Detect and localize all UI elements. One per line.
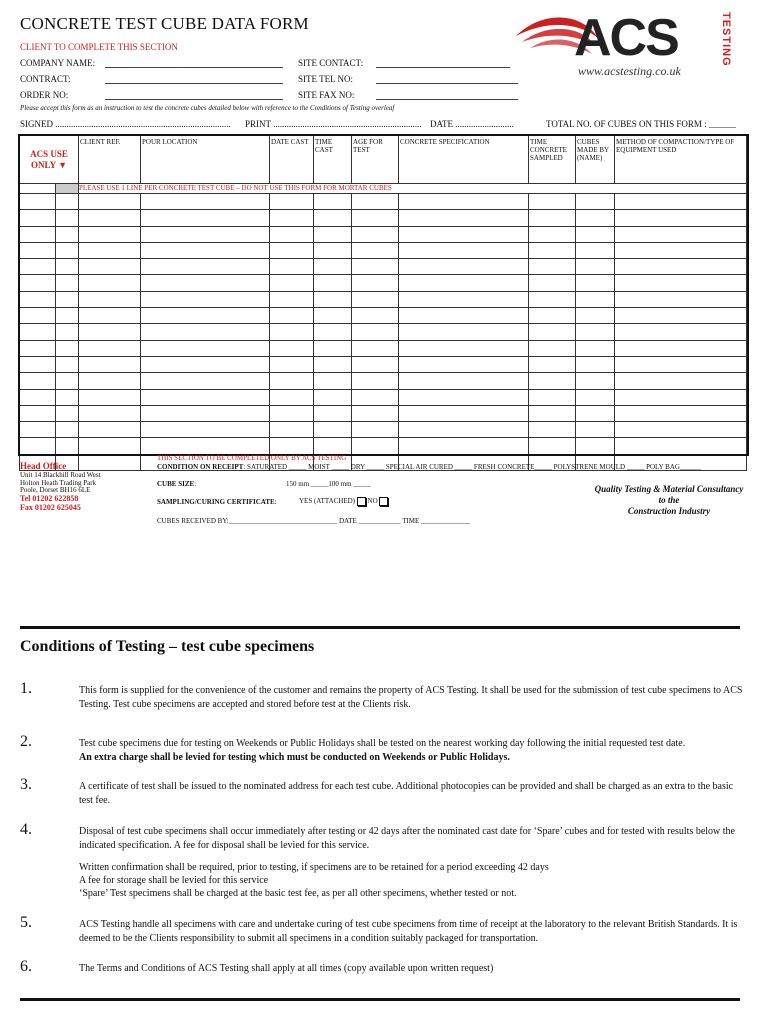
address-line: Unit 14 Blackhill Road West [20,470,101,479]
site-contact-field[interactable] [376,58,510,68]
table-row [20,210,747,226]
table-cell[interactable] [141,422,270,438]
address-line: Poole, Dorset BH16 6LE [20,486,91,495]
table-cell[interactable] [399,242,529,258]
tagline-line: to the [658,494,680,505]
table-cell[interactable] [314,194,352,210]
table-cell [20,275,56,291]
table-cell[interactable] [141,194,270,210]
table-cell[interactable] [270,194,314,210]
table-cell[interactable] [576,438,615,454]
condition-text: The Terms and Conditions of ACS Testing shall apply at all times (copy available upon written request) [79,963,494,974]
table-cell[interactable] [314,405,352,421]
sampling-no-label: NO [367,497,378,506]
table-cell[interactable] [79,210,141,226]
instruction-text: Please accept this form as an instruction to test the concrete cubes detailed below with reference to the Conditions of Testing overleaf [20,104,395,112]
table-cell[interactable] [79,226,141,242]
table-cell[interactable] [529,373,576,389]
logo-url[interactable]: www.acstesting.co.uk [578,64,681,78]
table-row [20,438,747,454]
cube-size-options[interactable]: 150 mm _____100 mm _____ [286,480,371,488]
site-fax-field[interactable] [376,90,518,100]
table-note-row [20,184,747,194]
table-row [20,226,747,242]
table-cell[interactable] [352,308,399,324]
table-cell [56,275,79,291]
table-cell[interactable] [615,291,747,307]
table-cell[interactable] [352,438,399,454]
condition-text: Disposal of test cube specimens shall occur immediately after testing or 42 days after the nominated cast date for ‘Spare’ cubes and for tested with results below the indicated specification. A fee for disposal shall be levied for this service. [79,826,735,851]
table-cell[interactable] [399,210,529,226]
table-cell[interactable] [529,226,576,242]
table-cell[interactable] [615,210,747,226]
date-field[interactable]: DATE .......................... [430,119,514,129]
table-cell[interactable] [314,356,352,372]
table-cell [56,308,79,324]
condition-text: ACS Testing handle all specimens with care and undertake curing of test cube specimens from time of receipt at the laboratory to the relevant British Standards. It is deemed to be the Clients responsibility to submit all specimens in a condition suitably packaged for transportation. [79,919,738,944]
table-cell[interactable] [399,226,529,242]
company-name-field[interactable] [105,58,283,68]
sampling-yes-checkbox[interactable] [357,497,366,506]
condition-number: 5. [20,914,32,931]
col-header: CUBES MADE BY (NAME) [576,136,615,184]
table-cell[interactable] [314,389,352,405]
table-cell[interactable] [529,242,576,258]
table-cell[interactable] [141,373,270,389]
table-cell[interactable] [79,422,141,438]
table-row [20,340,747,356]
table-cell [20,405,56,421]
table-cell[interactable] [141,291,270,307]
contract-field[interactable] [105,74,283,84]
table-cell [56,226,79,242]
table-cell[interactable] [314,422,352,438]
table-cell[interactable] [529,438,576,454]
condition-label: CONDITION ON RECEIPT [157,463,244,471]
table-cell[interactable] [529,291,576,307]
table-row [20,422,747,438]
company-name-label: COMPANY NAME: [20,58,96,68]
table-cell[interactable] [399,422,529,438]
table-cell[interactable] [352,373,399,389]
table-cell[interactable] [615,422,747,438]
table-cell[interactable] [576,242,615,258]
table-cell[interactable] [141,308,270,324]
table-cell[interactable] [141,226,270,242]
table-row [20,291,747,307]
condition-text: A certificate of test shall be issued to the nominated address for each test cube. Additional photocopies can be provided and shall be charged as an extra to the basic test fee. [79,781,734,806]
site-tel-field[interactable] [376,74,518,84]
table-cell[interactable] [529,308,576,324]
table-cell [20,356,56,372]
table-cell[interactable] [399,356,529,372]
table-cell[interactable] [270,356,314,372]
table-cell[interactable] [399,373,529,389]
table-cell[interactable] [270,242,314,258]
table-cell [20,308,56,324]
table-cell[interactable] [529,340,576,356]
table-cell[interactable] [615,242,747,258]
table-cell[interactable] [314,291,352,307]
tagline-line: Quality Testing & Material Consultancy [594,484,744,494]
table-cell [20,210,56,226]
tagline-line: Construction Industry [627,505,711,516]
table-cell[interactable] [399,340,529,356]
table-cell[interactable] [529,422,576,438]
col-header: TIME CAST [314,136,352,184]
cube-data-table [19,135,747,471]
condition-number: 4. [20,821,32,838]
table-cell[interactable] [615,275,747,291]
form-title: CONCRETE TEST CUBE DATA FORM [20,14,309,33]
table-row [20,389,747,405]
table-cell[interactable] [79,324,141,340]
table-row [20,275,747,291]
table-cell[interactable] [314,324,352,340]
condition-extra: Written confirmation shall be required, prior to testing, if specimens are to be retained for a period exceeding 42 days [79,862,549,873]
table-cell[interactable] [576,324,615,340]
table-row [20,356,747,372]
site-tel-label: SITE TEL NO: [298,74,353,84]
col-header: TIME CONCRETE SAMPLED [529,136,576,184]
table-cell[interactable] [79,340,141,356]
address-line: Holton Heath Trading Park [20,478,97,487]
table-cell[interactable] [270,324,314,340]
site-contact-label: SITE CONTACT: [298,58,364,68]
condition-number: 1. [20,680,32,697]
table-cell[interactable] [270,422,314,438]
table-cell [20,373,56,389]
table-cell[interactable] [615,389,747,405]
col-header: POUR LOCATION [141,136,270,184]
site-fax-label: SITE FAX NO: [298,90,355,100]
col-header: CONCRETE SPECIFICATION [399,136,529,184]
table-cell[interactable] [270,373,314,389]
table-cell [20,438,56,454]
table-cell[interactable] [576,210,615,226]
table-cell[interactable] [79,308,141,324]
table-cell[interactable] [352,259,399,275]
total-cubes-field[interactable]: TOTAL NO. OF CUBES ON THIS FORM : ______ [546,119,736,129]
condition-extra: ‘Spare’ Test specimens shall be charged at the basic test fee, as per all other specimens, whether tested or not. [79,888,517,899]
table-cell[interactable] [79,259,141,275]
acs-section-label: THIS SECTION TO BE COMPLETED ONLY BY ACS TESTING [157,454,347,462]
table-cell[interactable] [615,194,747,210]
table-cell[interactable] [141,340,270,356]
table-cell[interactable] [399,259,529,275]
table-cell[interactable] [529,210,576,226]
table-cell[interactable] [270,210,314,226]
table-cell[interactable] [352,422,399,438]
table-cell [56,194,79,210]
table-cell[interactable] [314,259,352,275]
table-cell[interactable] [270,389,314,405]
table-cell[interactable] [576,389,615,405]
table-cell[interactable] [576,226,615,242]
table-cell[interactable] [615,259,747,275]
condition-bold-text: An extra charge shall be levied for testing which must be conducted on Weekends or Public Holidays. [79,752,510,763]
sampling-no-checkbox[interactable] [379,497,388,506]
table-cell[interactable] [141,438,270,454]
table-cell[interactable] [576,340,615,356]
table-cell[interactable] [352,405,399,421]
table-cell [56,356,79,372]
signed-field[interactable]: SIGNED .............................................................................. [20,119,231,129]
table-cell [20,194,56,210]
table-cell[interactable] [576,373,615,389]
table-cell [20,259,56,275]
table-row [20,242,747,258]
table-cell[interactable] [352,194,399,210]
table-cell[interactable] [576,405,615,421]
table-row [20,259,747,275]
table-cell [56,389,79,405]
condition-text: This form is supplied for the convenience of the customer and remains the property of ACS Testing. It shall be used for the submission of test cube specimens to ACS Testing. Test cube specimens are accepted and stored before test at the Clients risk. [79,685,743,710]
table-cell[interactable] [270,275,314,291]
cube-size-label: CUBE SIZE [157,480,195,488]
table-cell[interactable] [352,356,399,372]
table-cell[interactable] [399,291,529,307]
table-cell [56,438,79,454]
order-no-label: ORDER NO: [20,90,69,100]
table-cell[interactable] [615,226,747,242]
table-cell[interactable] [576,356,615,372]
table-cell[interactable] [314,438,352,454]
table-cell[interactable] [79,389,141,405]
client-section-label: CLIENT TO COMPLETE THIS SECTION [20,42,178,52]
table-cell[interactable] [141,356,270,372]
table-cell[interactable] [314,275,352,291]
table-cell[interactable] [270,308,314,324]
acs-use-header: ACS USE ONLY ▼ [20,136,79,184]
condition-text: Test cube specimens due for testing on Weekends or Public Holidays shall be tested on the nearest working day following the initial requested test date. [79,738,686,749]
table-cell [20,291,56,307]
table-cell[interactable] [352,291,399,307]
table-cell[interactable] [270,291,314,307]
col-header: CLIENT REF. [79,136,141,184]
table-cell[interactable] [576,422,615,438]
conditions-title: Conditions of Testing – test cube specimens [20,638,315,655]
table-cell [56,324,79,340]
col-header: AGE FOR TEST [352,136,399,184]
table-cell[interactable] [615,356,747,372]
table-cell[interactable] [270,340,314,356]
table-cell[interactable] [141,259,270,275]
cubes-received-field[interactable]: CUBES RECEIVED BY:_______________________________ DATE ____________ TIME ______________ [157,517,471,525]
table-cell[interactable] [576,308,615,324]
table-cell[interactable] [314,340,352,356]
table-cell[interactable] [615,373,747,389]
table-cell [56,210,79,226]
table-cell [20,242,56,258]
table-cell[interactable] [399,194,529,210]
table-header-row [20,136,747,184]
table-row [20,405,747,421]
table-cell[interactable] [529,275,576,291]
condition-number: 3. [20,776,32,793]
table-row [20,308,747,324]
table-cell[interactable] [352,210,399,226]
col-header: DATE CAST [270,136,314,184]
table-cell[interactable] [270,259,314,275]
table-cell[interactable] [352,340,399,356]
table-cell[interactable] [141,405,270,421]
office-fax: Fax 01202 625045 [20,502,81,512]
condition-number: 6. [20,958,32,975]
table-cell [56,340,79,356]
table-cell[interactable] [576,259,615,275]
table-cell [56,422,79,438]
table-cell[interactable] [576,194,615,210]
table-cell[interactable] [314,373,352,389]
table-cell [56,405,79,421]
table-cell[interactable] [615,405,747,421]
table-cell [56,373,79,389]
contract-label: CONTRACT: [20,74,71,84]
table-cell[interactable] [576,275,615,291]
table-cell[interactable] [79,373,141,389]
logo-name: ACS [574,9,678,67]
print-field[interactable]: PRINT .................................................................. [245,119,422,129]
table-cell [20,340,56,356]
table-cell[interactable] [399,405,529,421]
table-cell[interactable] [529,324,576,340]
table-cell[interactable] [615,324,747,340]
table-row [20,373,747,389]
table-cell[interactable] [314,308,352,324]
table-cell[interactable] [352,389,399,405]
office-tel: Tel 01202 622858 [20,493,79,503]
bottom-divider [20,998,740,1001]
table-cell[interactable] [352,275,399,291]
table-note: PLEASE USE 1 LINE PER CONCRETE TEST CUBE – DO NOT USE THIS FORM FOR MORTAR CUBES [79,184,747,194]
logo-testing-text: TESTING [720,12,732,67]
table-cell[interactable] [79,194,141,210]
table-cell[interactable] [79,356,141,372]
table-cell[interactable] [399,438,529,454]
table-cell[interactable] [352,324,399,340]
table-cell [20,422,56,438]
table-cell[interactable] [270,405,314,421]
table-row [20,324,747,340]
table-cell[interactable] [141,389,270,405]
table-cell [56,242,79,258]
table-cell[interactable] [270,226,314,242]
table-cell [56,259,79,275]
table-cell[interactable] [270,438,314,454]
table-cell[interactable] [79,242,141,258]
table-cell[interactable] [529,356,576,372]
table-cell[interactable] [79,291,141,307]
table-cell[interactable] [399,324,529,340]
table-cell[interactable] [141,275,270,291]
table-cell[interactable] [352,226,399,242]
table-cell[interactable] [79,275,141,291]
table-cell [20,226,56,242]
table-cell[interactable] [615,340,747,356]
top-divider [20,626,740,629]
table-cell[interactable] [529,194,576,210]
table-cell[interactable] [314,242,352,258]
table-cell[interactable] [79,405,141,421]
table-cell[interactable] [399,389,529,405]
table-cell[interactable] [615,438,747,454]
table-cell[interactable] [352,242,399,258]
table-cell[interactable] [141,210,270,226]
table-cell[interactable] [399,308,529,324]
table-cell[interactable] [399,275,529,291]
table-cell[interactable] [529,259,576,275]
table-cell [56,291,79,307]
table-cell[interactable] [615,308,747,324]
table-cell [20,389,56,405]
table-row [20,194,747,210]
col-header: METHOD OF COMPACTION/TYPE OF EQUIPMENT USED [615,136,747,184]
sampling-yes-label: YES (ATTACHED) [299,497,356,506]
order-no-field[interactable] [105,90,283,100]
sampling-label: SAMPLING/CURING CERTIFICATE [157,498,275,506]
condition-extra: A fee for storage shall be levied for this service [79,875,269,886]
table-cell[interactable] [529,389,576,405]
head-office-title: Head Office [20,461,67,471]
condition-number: 2. [20,733,32,750]
condition-options[interactable]: : SATURATED _____ MOIST _____ DRY _____ SPECIAL AIR CURED _____ FRESH CONCRETE_____ POLYSTRENE MOULD _____ POLY BAG______ [243,463,701,471]
table-cell[interactable] [79,438,141,454]
table-cell[interactable] [141,324,270,340]
table-cell[interactable] [314,210,352,226]
table-cell[interactable] [314,226,352,242]
table-cell[interactable] [141,242,270,258]
table-cell[interactable] [529,405,576,421]
table-cell [20,324,56,340]
table-cell[interactable] [576,291,615,307]
